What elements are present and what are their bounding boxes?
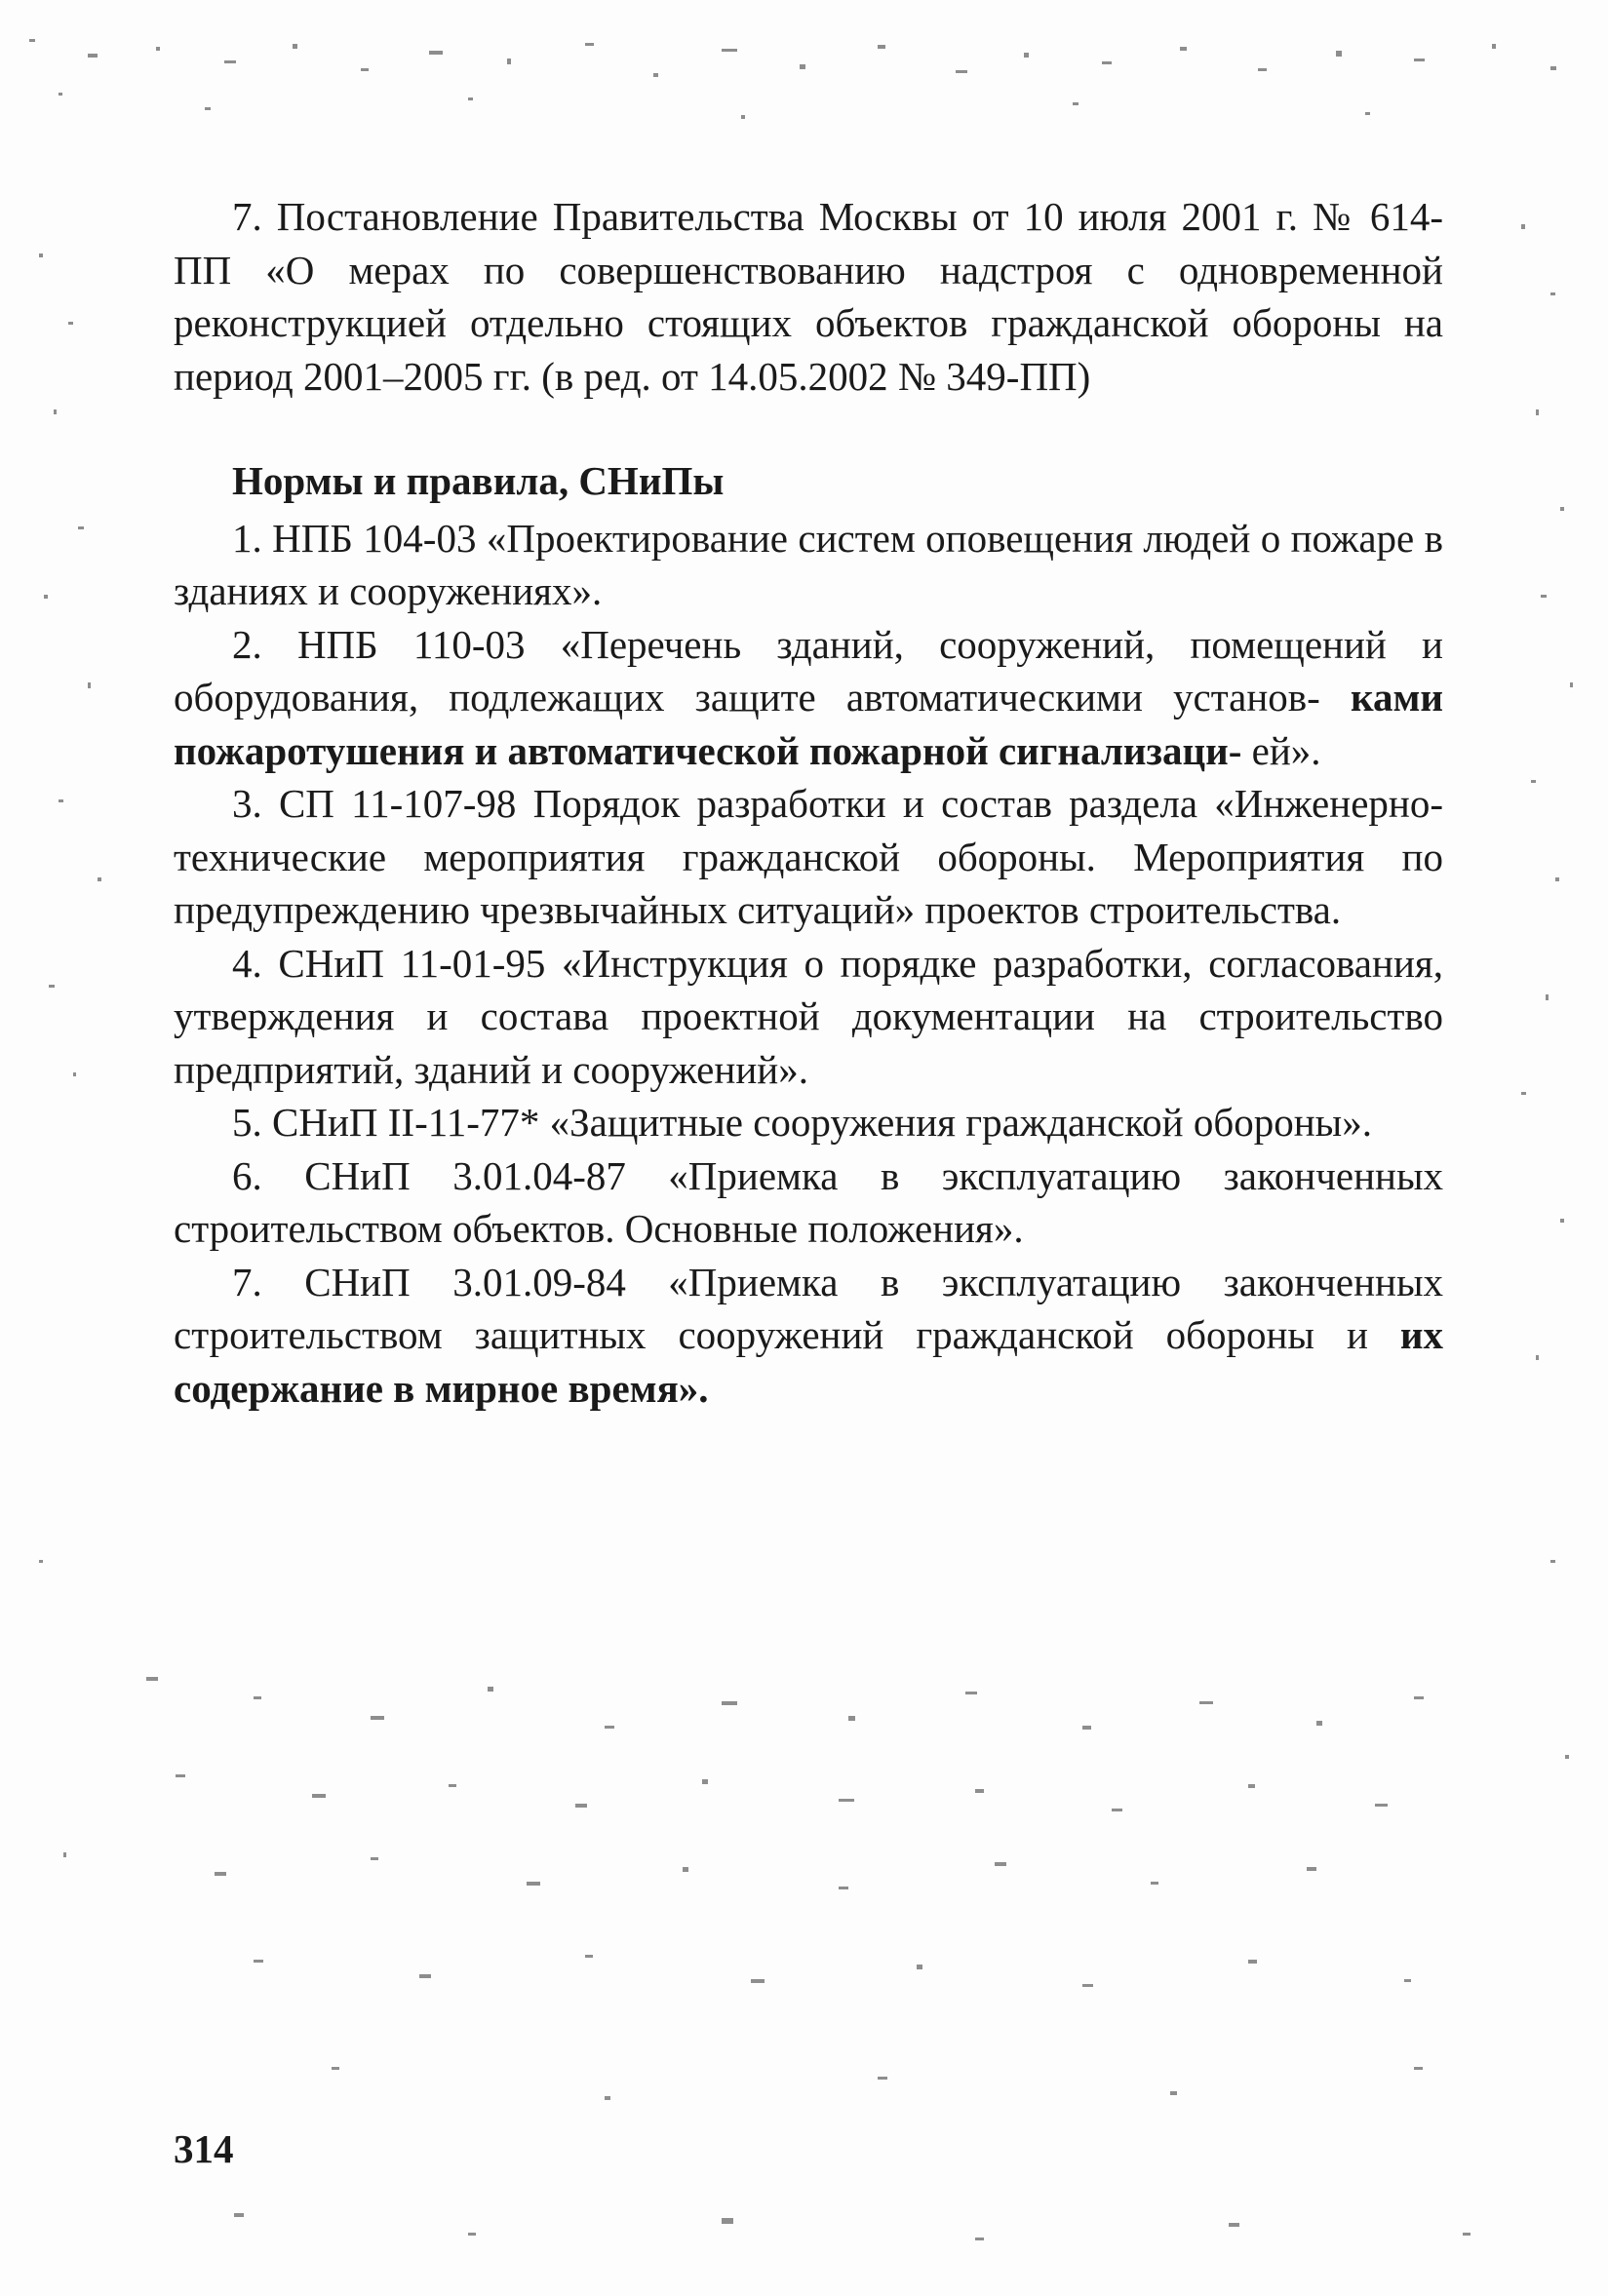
norm-item-2-bold: ками пожаротушения и автоматической пожарной сигнализаци- — [174, 675, 1444, 773]
previous-list-item: 7. Постановление Правительства Москвы от 10 июля 2001 г. № 614-ПП «О мерах по совершенствованию надстроя с одновременной реконструкцией отдельно стоящих объектов гражданской обороны на период 2001–2005 гг. (в ред. от 14.05.2002 № 349-ПП) — [174, 194, 1443, 399]
norm-item-6: 6. СНиП 3.01.04-87 «Приемка в эксплуатацию законченных строительством объектов. Основные положения». — [174, 1152, 1443, 1251]
document-body — [174, 190, 1443, 1415]
norm-item-2 — [174, 618, 1443, 778]
norm-item-2-regular: 2. НПБ 110-03 «Перечень зданий, сооружений, помещений и оборудования, подлежащих защите автоматическими установ- — [174, 621, 1443, 720]
norm-item-2-end: ей». — [1251, 727, 1321, 773]
section-heading: Нормы и правила, СНиПы — [232, 458, 725, 503]
norm-item-3: 3. СП 11-107-98 Порядок разработки и состав раздела «Инженерно-технические мероприятия гражданской обороны. Мероприятия по предупреждению чрезвычайных ситуаций» проектов строительства. — [174, 781, 1443, 932]
page-number: 314 — [174, 2126, 234, 2171]
norm-item-4: 4. СНиП 11-01-95 «Инструкция о порядке разработки, согласования, утверждения и состава проектной документации на строительство предприятий, зданий и сооружений». — [174, 940, 1443, 1092]
norm-item-5: 5. СНиП II-11-77* «Защитные сооружения гражданской обороны». — [232, 1100, 1372, 1145]
norm-item-1: 1. НПБ 104-03 «Проектирование систем оповещения людей о пожаре в зданиях и сооружениях». — [174, 515, 1443, 613]
norm-item-7-regular: 7. СНиП 3.01.09-84 «Приемка в эксплуатацию законченных строительством защитных сооружений гражданской обороны и — [174, 1259, 1443, 1357]
norm-item-7-bold: их содержание в мирное время». — [174, 1312, 1444, 1411]
norm-item-7 — [174, 1256, 1443, 1416]
